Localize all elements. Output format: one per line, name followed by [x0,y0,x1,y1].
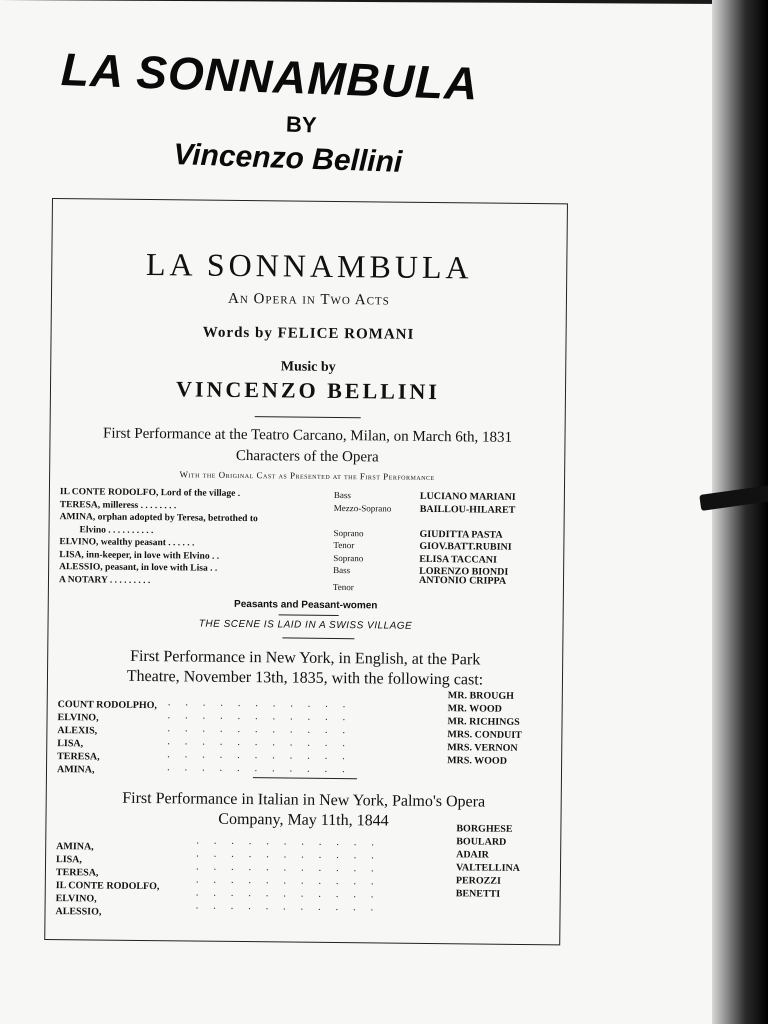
dot-leader: . . . . . . . . . . . [195,860,380,875]
playbill-subtitle: An Opera in Two Acts [227,290,390,309]
header-composer: Vincenzo Bellini [172,138,403,179]
cast-role: LISA, [57,738,84,750]
cast-singer: MR. WOOD [447,703,502,715]
role-singer: LORENZO BIONDI [419,565,509,578]
ny-italian-heading-line-2: Company, May 11th, 1844 [218,810,389,830]
chorus-line: Peasants and Peasant-women [233,598,378,612]
cast-role: ELVINO, [57,712,99,724]
cast-singer: MRS. WOOD [447,755,508,767]
divider-rule [255,416,361,418]
role-singer: ANTONIO CRIPPA [418,574,507,587]
playbill-title: LA SONNAMBULA [145,245,473,286]
role-singer: ELISA TACCANI [419,553,498,566]
cast-role: TERESA, [55,867,99,879]
role-name: AMINA, orphan adopted by Teresa, betrothed to [59,512,258,525]
role-singer: BAILLOU-HILARET [419,503,516,516]
cast-role: ELVINO, [55,893,97,905]
role-voice: Soprano [333,527,364,538]
divider-rule [282,637,354,639]
first-performance-milan: First Performance at the Teatro Carcano, Milan, on March 6th, 1831 [102,425,513,446]
cast-role: IL CONTE RODOLFO, [55,880,160,893]
playbill-box [44,198,568,945]
dot-leader: . . . . . . . . . . . [195,886,380,901]
header-by: BY [285,111,318,138]
cast-singer: BORGHESE [456,823,513,835]
dot-leader: . . . . . . . . . . . [195,899,380,914]
role-voice: Soprano [333,552,364,563]
characters-heading: Characters of the Opera [235,447,379,466]
cast-singer: PEROZZI [455,875,501,887]
page-edge-shadow [712,0,768,1024]
ny-english-heading-line-2: Theatre, November 13th, 1835, with the following cast: [126,667,484,689]
role-singer: LUCIANO MARIANI [419,490,516,503]
role-name: Elvino . . . . . . . . . . [79,524,154,536]
dot-leader: . . . . . . . . . . . [195,873,380,888]
role-name: IL CONTE RODOLFO, Lord of the village . [59,487,241,499]
cast-role: ALESSIO, [55,906,102,918]
dot-leader: . . . . . . . . . . . [167,735,352,750]
playbill-librettist: Words by FELICE ROMANI [202,324,415,343]
role-singer: GIOV.BATT.RUBINI [419,540,512,553]
role-name: TERESA, milleress . . . . . . . . [59,499,177,511]
role-name: ELVINO, wealthy peasant . . . . . . [59,537,195,549]
divider-rule [279,614,339,616]
dot-leader: . . . . . . . . . . . [167,722,352,737]
cast-role: TERESA, [57,751,100,763]
cast-role: AMINA, [56,764,95,776]
cast-singer: BOULARD [456,836,507,848]
dot-leader: . . . . . . . . . . . [166,761,351,776]
cast-singer: MR. RICHINGS [447,716,520,728]
playbill-composer: VINCENZO BELLINI [175,376,441,405]
scene-line: THE SCENE IS LAID IN A SWISS VILLAGE [198,618,413,632]
cast-singer: BENETTI [455,888,501,900]
role-name: LISA, inn-keeper, in love with Elvino . . [59,549,220,562]
role-voice: Bass [333,489,351,501]
cast-singer: MRS. CONDUIT [447,729,522,741]
cast-role: LISA, [56,854,82,866]
role-voice: Mezzo-Soprano [333,502,392,514]
cast-singer: MR. BROUGH [447,690,514,702]
cast-role: COUNT RODOLPHO, [57,699,158,712]
dot-leader: . . . . . . . . . . . [167,696,352,711]
cast-singer: MRS. VERNON [447,742,518,754]
role-name: ALESSIO, peasant, in love with Lisa . . [59,562,218,574]
cast-role: AMINA, [56,841,94,853]
cast-singer: ADAIR [456,849,489,861]
role-singer: GIUDITTA PASTA [419,528,503,541]
original-cast-note: With the Original Cast as Presented at the First Performance [179,469,435,483]
role-name: A NOTARY . . . . . . . . . [58,574,151,586]
cast-singer: VALTELLINA [455,862,520,874]
divider-rule [253,777,357,779]
dot-leader: . . . . . . . . . . . [167,709,352,724]
ny-english-heading-line-1: First Performance in New York, in English, at the Park [130,647,481,669]
dot-leader: . . . . . . . . . . . [196,847,380,862]
cast-role: ALEXIS, [57,725,98,737]
dot-leader: . . . . . . . . . . . [167,748,351,763]
role-voice: Bass [333,564,351,576]
role-voice: Tenor [333,539,355,551]
playbill-music-by: Music by [280,359,336,375]
ny-italian-heading-line-1: First Performance in Italian in New York, Palmo's Opera [122,789,486,811]
role-voice: Tenor [332,581,354,592]
dot-leader: . . . . . . . . . . . [196,834,381,849]
header-title: LA SONNAMBULA [60,42,480,110]
